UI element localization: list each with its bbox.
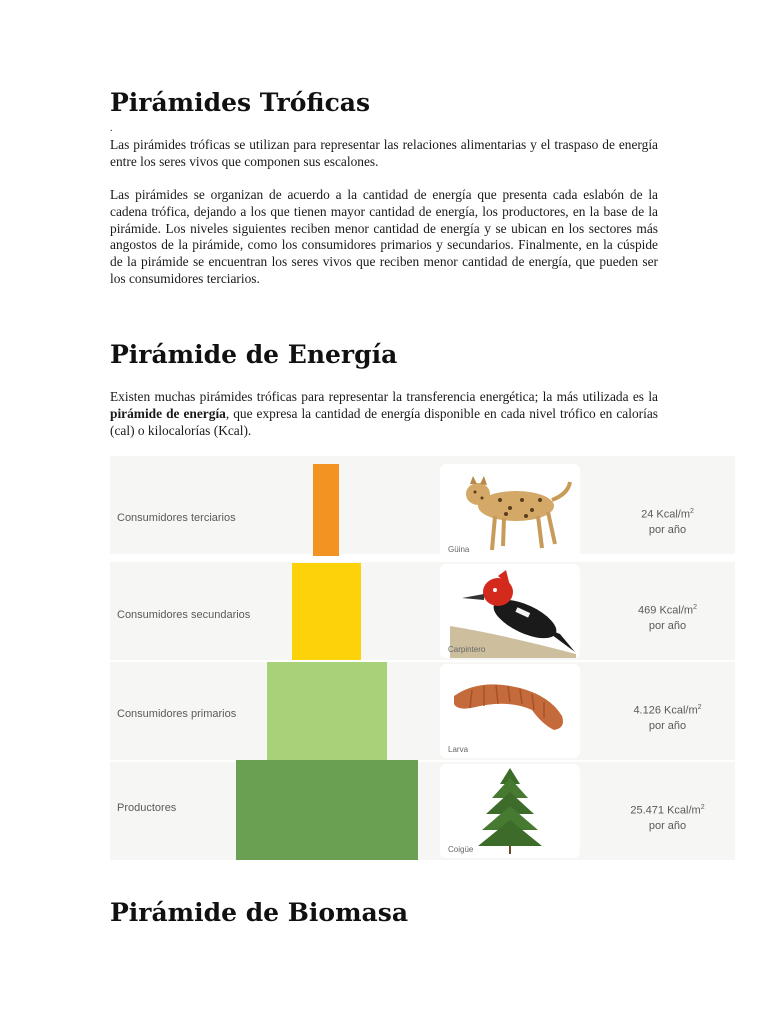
pyramid-bar-terciarios (313, 464, 339, 556)
energy-exponent: 2 (697, 704, 702, 711)
intro-paragraph: Las pirámides tróficas se utilizan para representar las relaciones alimentarias y el traspaso de energía entre los seres vivos que componen sus escalones. (110, 137, 658, 169)
animal-caption: Coigüe (448, 845, 474, 854)
level-label: Consumidores terciarios (117, 512, 236, 524)
energy-value-terciarios (610, 504, 725, 538)
energy-value: 4.126 Kcal/m (633, 704, 698, 717)
animal-card-guina (440, 464, 580, 558)
wildcat-icon (440, 464, 580, 558)
energy-exponent: 2 (690, 508, 694, 515)
energy-text-b: , que expresa la cantidad de energía disponible en cada nivel trófico en calorías (cal) o kilocalorías (Kcal). (110, 405, 658, 438)
level-row-primarios (110, 662, 735, 760)
pyramid-bar-secundarios (292, 563, 361, 660)
energy-paragraph (110, 389, 658, 439)
stray-dot: . (110, 123, 113, 134)
energy-pyramid-figure (110, 456, 735, 862)
animal-caption: Larva (448, 745, 469, 754)
animal-caption: Güina (448, 545, 470, 554)
animal-card-carpintero (440, 564, 580, 658)
woodpecker-icon (440, 564, 580, 658)
title-piramide-energia: Pirámide de Energía (110, 340, 398, 369)
larva-icon (440, 664, 580, 758)
energy-value: 25.471 Kcal/m (630, 804, 701, 817)
energy-value-secundarios (610, 600, 725, 634)
energy-value: 24 Kcal/m (641, 508, 690, 521)
title-piramide-biomasa: Pirámide de Biomasa (110, 898, 409, 927)
level-label: Productores (117, 802, 177, 814)
tree-icon (440, 764, 580, 858)
organization-paragraph: Las pirámides se organizan de acuerdo a la cantidad de energía que presenta cada eslabón de la cadena trófica, dejando a los que tienen mayor cantidad de energía, los productores, en la base de la pirámide. Los niveles siguientes reciben menor cantidad de energía y se ubican en los sectores más angostos de la pirámide, como los consumidores primarios y secundarios. Finalmente, en la cúspide de la pirámide se encuentran los seres vivos que reciben menor cantidad de energía, que pueden ser los consumidores terciarios. (110, 187, 658, 286)
level-row-productores (110, 762, 735, 860)
energy-value-primarios (610, 700, 725, 734)
level-row-terciarios (110, 456, 735, 554)
energy-bold: pirámide de energía (110, 405, 226, 421)
energy-unit: por año (648, 523, 687, 536)
energy-value-productores (610, 800, 725, 834)
energy-unit: por año (648, 719, 687, 732)
level-label: Consumidores secundarios (117, 609, 251, 621)
pyramid-bar-productores (236, 760, 418, 860)
animal-card-coigue (440, 764, 580, 858)
energy-exponent: 2 (700, 804, 705, 811)
energy-text-a: Existen muchas pirámides tróficas para representar la transferencia energética; la más utilizada es la (110, 389, 658, 404)
energy-value: 469 Kcal/m (638, 604, 694, 617)
energy-unit: por año (648, 619, 687, 632)
energy-unit: por año (648, 819, 687, 832)
level-label: Consumidores primarios (117, 708, 237, 720)
title-piramides-troficas: Pirámides Tróficas (110, 88, 371, 117)
animal-card-larva (440, 664, 580, 758)
pyramid-bar-primarios (267, 662, 387, 760)
animal-caption: Carpintero (448, 645, 486, 654)
energy-exponent: 2 (693, 604, 697, 611)
level-row-secundarios (110, 562, 735, 660)
